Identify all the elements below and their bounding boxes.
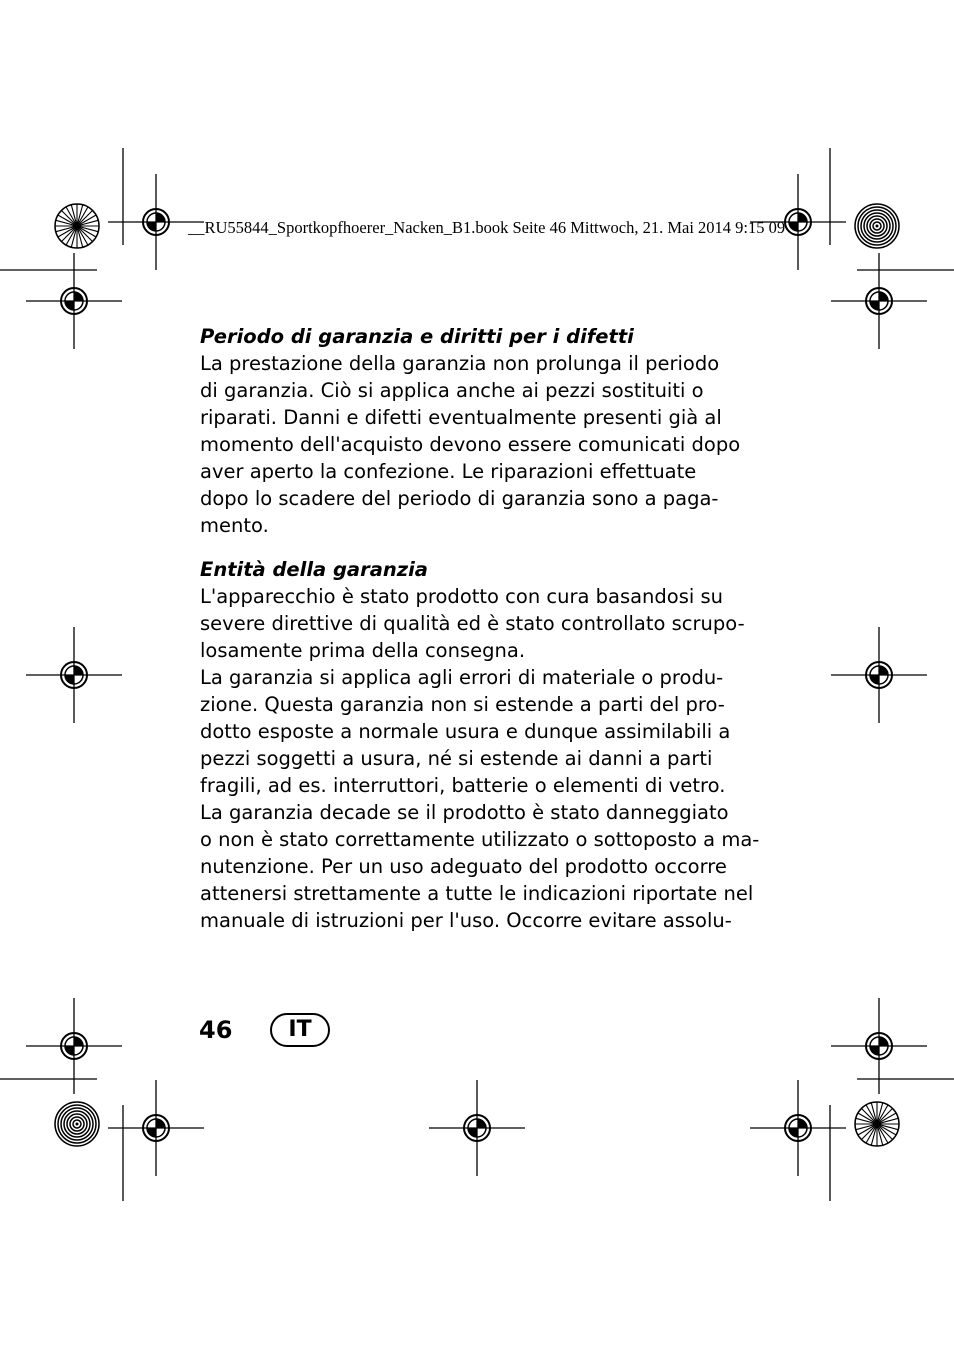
text-line: La garanzia si applica agli errori di materiale o produ- — [200, 666, 724, 689]
print-slug-line: __RU55844_Sportkopfhoerer_Nacken_B1.book Seite 46 Mittwoch, 21. Mai 2014 9:15 09 — [188, 218, 786, 237]
text-line: o non è stato correttamente utilizzato o sottoposto a ma- — [200, 828, 760, 851]
text-line: pezzi soggetti a usura, né si estende ai danni a parti — [200, 747, 713, 770]
text-line: mento. — [200, 514, 269, 537]
text-line: manuale di istruzioni per l'uso. Occorre evitare assolu- — [200, 909, 732, 932]
section-warranty-scope — [200, 556, 760, 934]
text-line: attenersi strettamente a tutte le indicazioni riportate nel — [200, 882, 754, 905]
text-line: dopo lo scadere del periodo di garanzia sono a paga- — [200, 487, 719, 510]
text-line: losamente prima della consegna. — [200, 639, 526, 662]
text-line: aver aperto la confezione. Le riparazioni effettuate — [200, 460, 697, 483]
text-line: fragili, ad es. interruttori, batterie o elementi di vetro. — [200, 774, 726, 797]
text-line: momento dell'acquisto devono essere comunicati dopo — [200, 433, 741, 456]
section-paragraph — [200, 350, 741, 539]
section-warranty-period — [200, 323, 741, 539]
page-number: 46 — [199, 1016, 233, 1044]
text-line: severe direttive di qualità ed è stato controllato scrupo- — [200, 612, 745, 635]
document-body — [200, 323, 760, 934]
text-line: riparati. Danni e difetti eventualmente presenti già al — [200, 406, 722, 429]
text-line: dotto esposte a normale usura e dunque assimilabili a — [200, 720, 731, 743]
text-line: nutenzione. Per un uso adeguato del prodotto occorre — [200, 855, 727, 878]
text-line: La prestazione della garanzia non prolunga il periodo — [200, 352, 720, 375]
section-paragraph — [200, 583, 760, 934]
text-line: zione. Questa garanzia non si estende a parti del pro- — [200, 693, 725, 716]
text-line: di garanzia. Ciò si applica anche ai pezzi sostituiti o — [200, 379, 704, 402]
text-line: L'apparecchio è stato prodotto con cura basandosi su — [200, 585, 724, 608]
text-line: La garanzia decade se il prodotto è stato danneggiato — [200, 801, 729, 824]
section-heading: Periodo di garanzia e diritti per i difetti — [200, 325, 634, 348]
language-badge: IT — [270, 1013, 330, 1047]
section-heading: Entità della garanzia — [200, 558, 428, 581]
